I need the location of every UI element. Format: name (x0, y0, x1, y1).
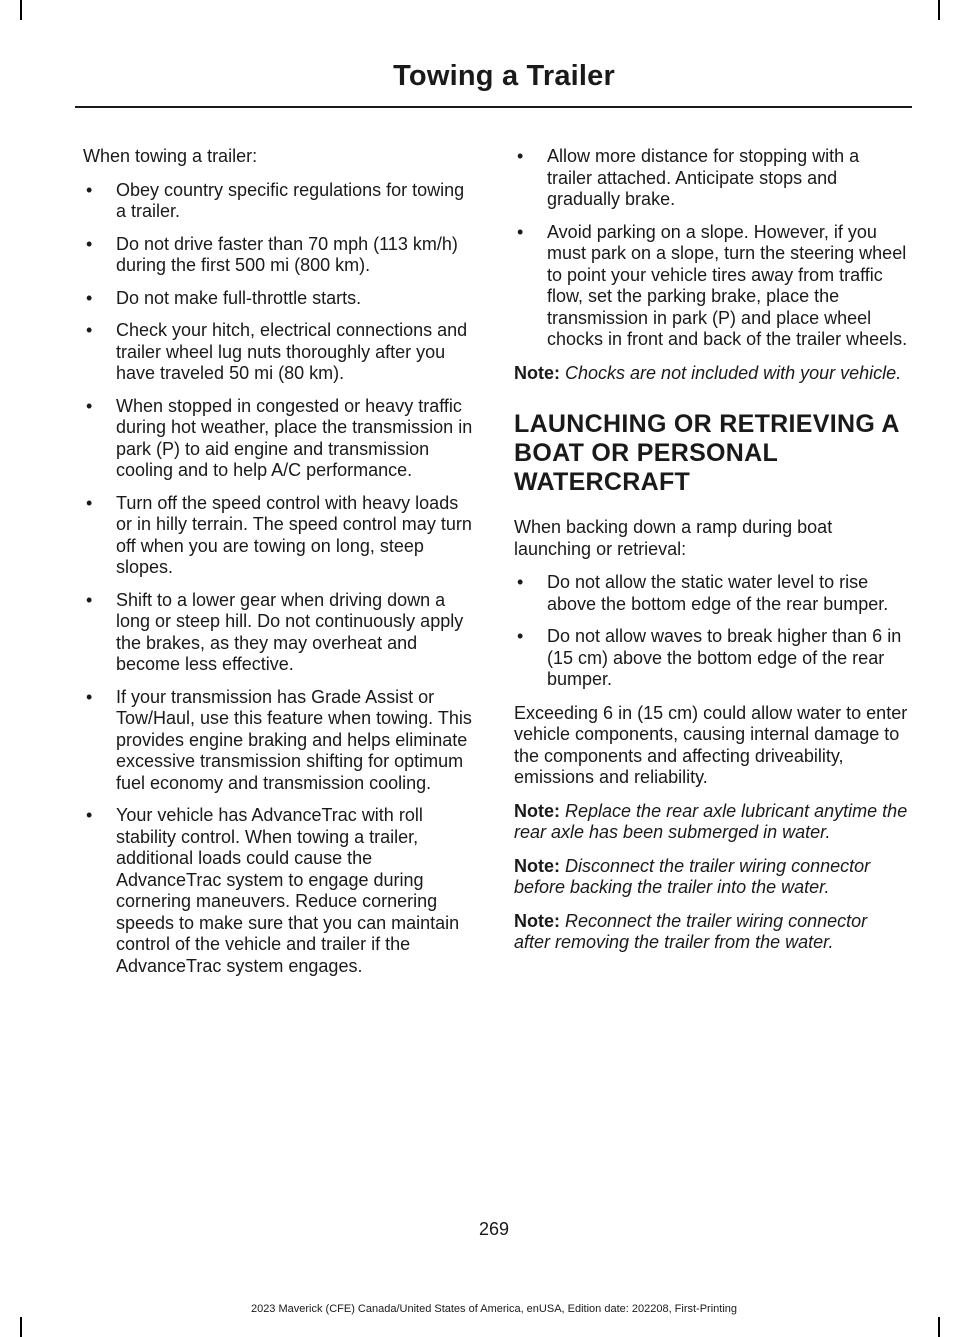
right-column (514, 146, 908, 966)
note-text: Disconnect the trailer wiring connector before backing the trailer into the water. (514, 855, 871, 897)
header-divider (75, 106, 912, 108)
section-heading: LAUNCHING OR RETRIEVING A BOAT OR PERSONAL WATERCRAFT (514, 410, 899, 496)
note-axle-lubricant (514, 801, 908, 844)
note-text: Reconnect the trailer wiring connector after removing the trailer from the water. (514, 910, 868, 952)
list-item: • If your transmission has Grade Assist or Tow/Haul, use this feature when towing. This provides engine braking and helps eliminate excessive transmission shifting for optimum fuel economy and transmission cooling. (83, 687, 475, 795)
list-item: • Do not drive faster than 70 mph (113 km/h) during the first 500 mi (800 km). (83, 234, 475, 277)
list-item: • Do not make full-throttle starts. (83, 288, 475, 310)
list-item: • Obey country specific regulations for towing a trailer. (83, 180, 475, 223)
crop-mark-bottom-right (938, 1317, 940, 1337)
water-warning-paragraph: Exceeding 6 in (15 cm) could allow water to enter vehicle components, causing internal damage to the components and affecting driveability, emissions and reliability. (514, 702, 908, 787)
list-item: • When stopped in congested or heavy traffic during hot weather, place the transmission in park (P) to aid engine and transmission cooling and to help A/C performance. (83, 396, 475, 482)
crop-mark-top-right (938, 0, 940, 20)
note-reconnect-wiring (514, 911, 908, 954)
list-item: • Shift to a lower gear when driving down a long or steep hill. Do not continuously apply the brakes, as they may overheat and become less effective. (83, 590, 475, 676)
note-text: Replace the rear axle lubricant anytime the rear axle has been submerged in water. (514, 800, 908, 842)
list-item: • Your vehicle has AdvanceTrac with roll stability control. When towing a trailer, additional loads could cause the AdvanceTrac system to engage during cornering maneuvers. Reduce cornering speeds to make sure that you can maintain control of the vehicle and trailer if the AdvanceTrac system engages. (83, 805, 475, 977)
crop-mark-top-left (20, 0, 22, 20)
intro-text: When towing a trailer: (83, 146, 258, 166)
note-text: Chocks are not included with your vehicle. (565, 362, 902, 383)
list-item: • Do not allow the static water level to rise above the bottom edge of the rear bumper. (514, 572, 908, 615)
boat-intro-text: When backing down a ramp during boat launching or retrieval: (514, 517, 833, 559)
boat-launch-list (514, 572, 908, 691)
note-chocks (514, 363, 908, 385)
left-column (83, 146, 475, 989)
list-item: • Check your hitch, electrical connections and trailer wheel lug nuts thoroughly after you have traveled 50 mi (80 km). (83, 320, 475, 385)
list-item: • Do not allow waves to break higher than 6 in (15 cm) above the bottom edge of the rear bumper. (514, 626, 908, 691)
note-label: Note: (514, 910, 560, 931)
note-label: Note: (514, 855, 560, 876)
note-label: Note: (514, 800, 560, 821)
list-item: • Allow more distance for stopping with a trailer attached. Anticipate stops and gradually brake. (514, 146, 908, 211)
list-item: • Avoid parking on a slope. However, if you must park on a slope, turn the steering wheel to point your vehicle tires away from traffic flow, set the parking brake, place the transmission in park (P) and place wheel chocks in front and back of the trailer wheels. (514, 222, 908, 351)
page-title: Towing a Trailer (393, 60, 615, 92)
footer-edition-text: 2023 Maverick (CFE) Canada/United States of America, enUSA, Edition date: 202208, First-Printing (250, 1303, 738, 1315)
note-label: Note: (514, 362, 560, 383)
towing-tips-list (83, 180, 475, 978)
crop-mark-bottom-left (20, 1317, 22, 1337)
page-number: 269 (478, 1219, 510, 1239)
towing-tips-list-continued (514, 146, 908, 351)
list-item: • Turn off the speed control with heavy loads or in hilly terrain. The speed control may turn off when you are towing on long, steep slopes. (83, 493, 475, 579)
note-disconnect-wiring (514, 856, 908, 899)
